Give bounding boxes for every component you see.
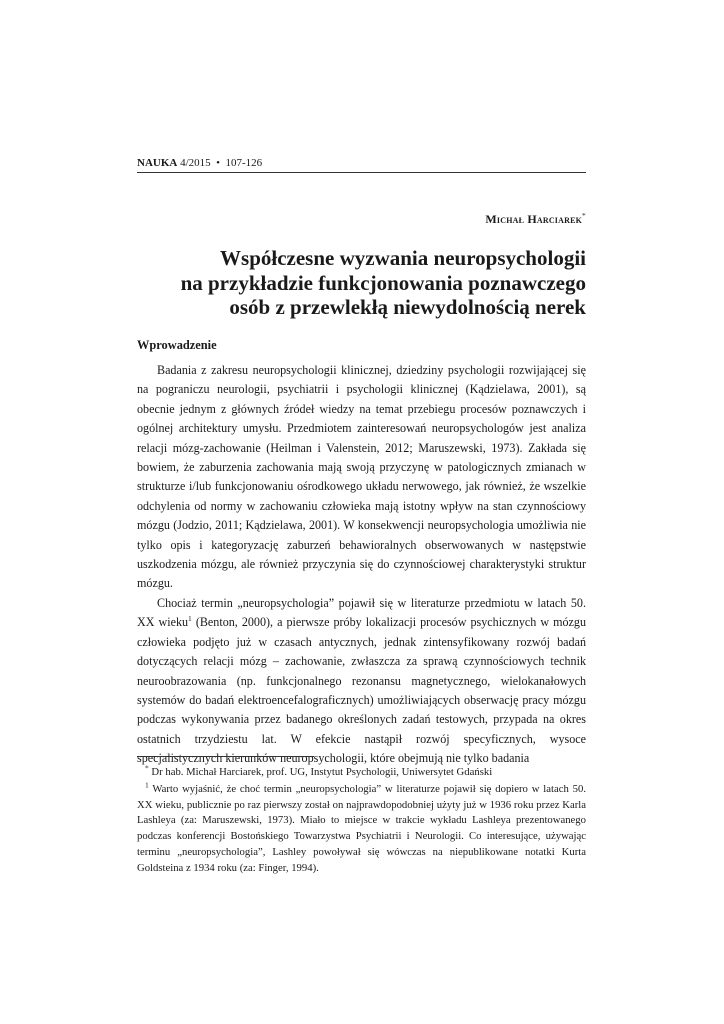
footnote-text: Warto wyjaśnić, że choć termin „neuropsychologia” w literaturze pojawił się dopiero w latach 50. XX wieku, publicznie po raz pierwszy został on najprawdopodobniej użyty już w 1936 roku przez Karla Lashleya (za: Maruszewski, 1973). Miało to miejsce w trakcie wykładu Lashleya prezentowanego podczas konferencji Bostońskiego Towarzystwa Psychiatrii i Neurologii. Co interesujące, używając terminu „neuropsychologia”, Lashley powoływał się wówczas na niepublikowane notatki Kurta Goldsteina z 1934 roku (za: Finger, 1994).	[137, 782, 586, 874]
footnote-text: Dr hab. Michał Harciarek, prof. UG, Instytut Psychologii, Uniwersytet Gdański	[148, 766, 493, 778]
header-rule	[137, 172, 586, 173]
title-line: Współczesne wyzwania neuropsychologii	[220, 246, 586, 270]
journal-name: NAUKA	[137, 157, 178, 169]
paragraph: Badania z zakresu neuropsychologii klinicznej, dziedziny psychologii rozwijającej się na pograniczu neurologii, psychiatrii i psychologii klinicznej (Kądzielawa, 2001), są obecnie jednym z głównych źródeł wiedzy na temat przebiegu procesów poznawczych i ogólnej architektury umysłu. Przedmiotem zainteresowań neuropsychologów jest analiza relacji mózg-zachowanie (Heilman i Valenstein, 2012; Maruszewski, 1973). Zakłada się bowiem, że zaburzenia zachowania mają swoją przyczynę w patologicznych zmianach w strukturze i/lub funkcjonowaniu ośrodkowego układu nerwowego, jak również, że wszelkie odchylenia od normy w zachowaniu człowieka mają istotny wpływ na stan czynnościowy mózgu (Jodzio, 2011; Kądzielawa, 2001). W konsekwencji neuropsychologia umożliwia nie tylko opis i kategoryzację zaburzeń behawioralnych obserwowanych w następstwie uszkodzenia mózgu, ale również przyczynia się do czynnościowej charakterystyki struktur mózgu.	[137, 363, 586, 591]
paragraph-text: (Benton, 2000), a pierwsze próby lokalizacji procesów psychicznych w mózgu człowieka podjęto już w czasach antycznych, jednak zintensyfikowany rozwój badań dotyczących relacji mózg – zachowanie, zwłaszcza za sprawą czynnościowych technik neuroobrazowania (np. funkcjonalnego rezonansu magnetycznego, wielokanałowych systemów do badań elektroencefalograficznych) umożliwiających obserwację pracy mózgu podczas wykonywania przez badanego określonych zadań testowych, przypada na okres ostatnich trzydziestu lat. W efekcie nastąpił rozwój specyficznych, wysoce specjalistycznych kierunków neuropsychologii, które obejmują nie tylko badania	[137, 615, 586, 766]
title-line: na przykładzie funkcjonowania poznawczego	[180, 270, 586, 295]
footnote-author	[137, 765, 586, 781]
body-text	[137, 361, 586, 769]
footnote-mark: 1	[145, 780, 149, 790]
author-line	[485, 212, 586, 227]
author-footnote-mark[interactable]: *	[582, 211, 586, 220]
footnote-mark: *	[145, 763, 149, 773]
paragraph-text: Chociaż termin „neuropsychologia” pojawił się w literaturze przedmiotu w latach 50. XX wieku	[137, 595, 586, 630]
footnote-1	[137, 782, 586, 877]
journal-issue: 4/2015	[180, 157, 211, 169]
paragraph	[137, 594, 586, 769]
footnotes	[137, 765, 586, 878]
title-line: osób z przewlekłą niewydolnością nerek	[229, 295, 586, 319]
section-heading: Wprowadzenie	[137, 338, 217, 352]
page-range: 107-126	[225, 157, 263, 169]
running-header	[137, 157, 586, 169]
article-title	[137, 246, 586, 320]
header-bullet: •	[216, 157, 221, 169]
author-name: Michał Harciarek	[485, 212, 583, 226]
footnote-ref[interactable]: 1	[188, 614, 192, 624]
footnote-rule	[137, 756, 314, 757]
